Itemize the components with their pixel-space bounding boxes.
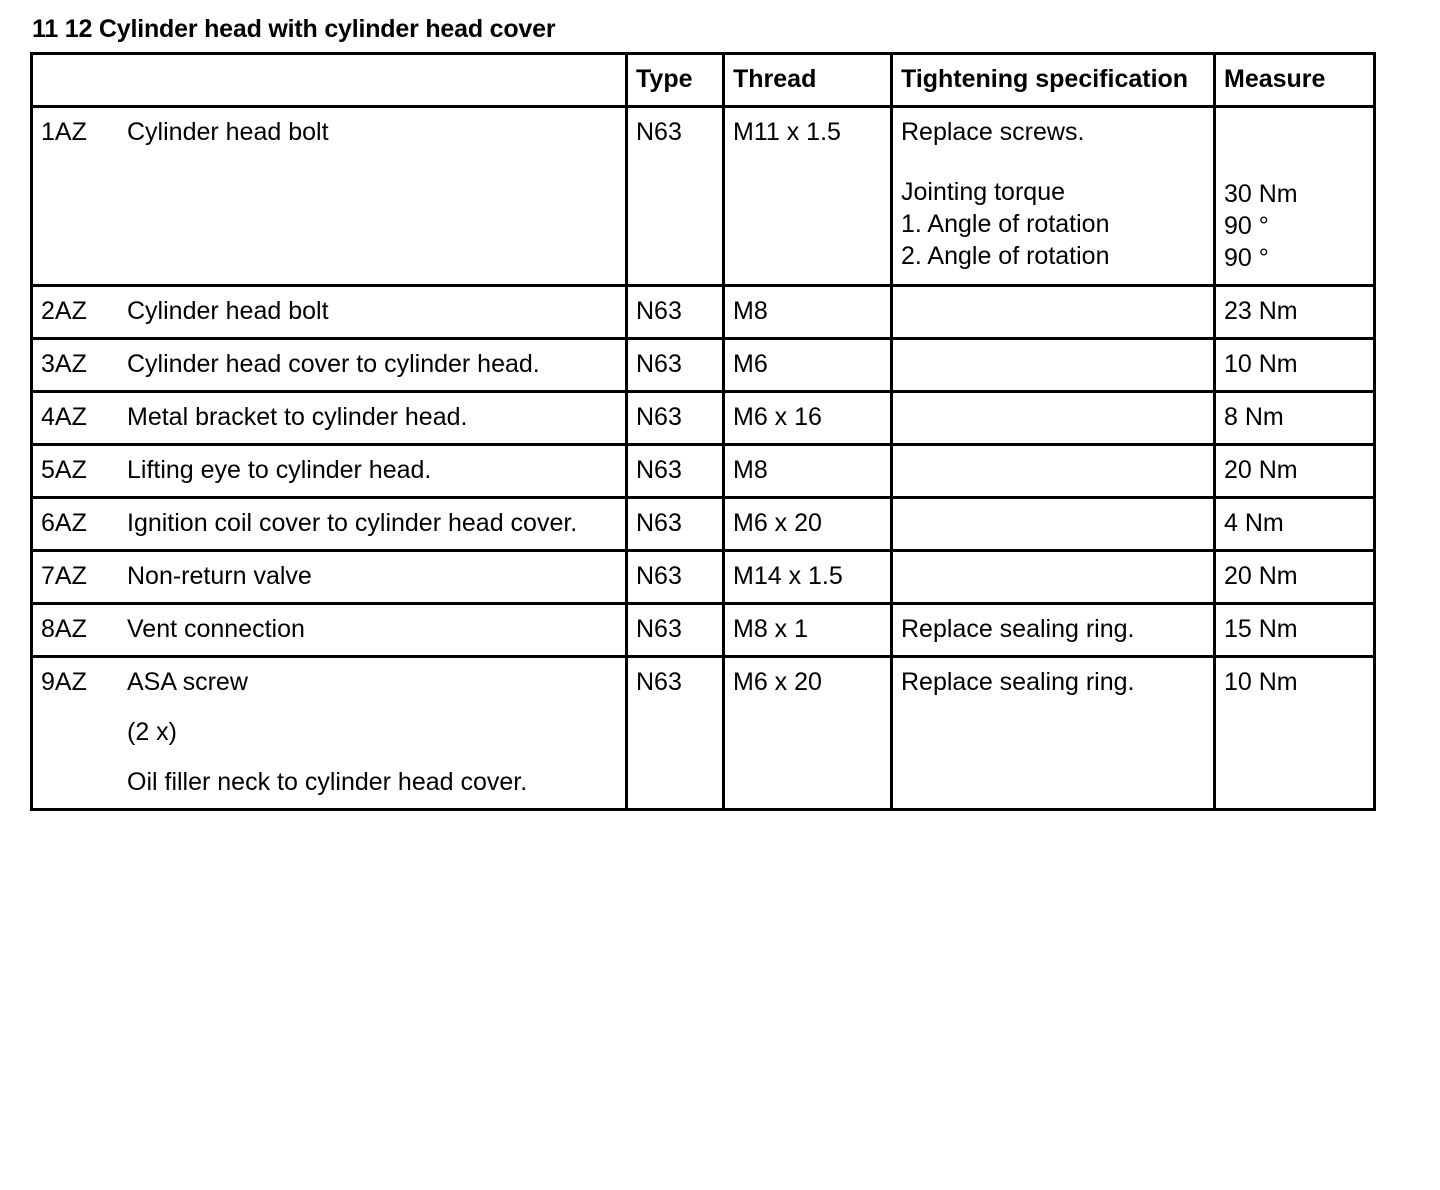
page-title: 11 12 Cylinder head with cylinder head cover (32, 15, 556, 43)
cell-thread: M8 x 1 (724, 604, 892, 657)
cell-tightening (892, 392, 1215, 445)
cell-measure: 20 Nm (1215, 551, 1375, 604)
item-quantity: (2 x) (127, 718, 177, 746)
cell-measure: 4 Nm (1215, 498, 1375, 551)
item-description: Metal bracket to cylinder head. (127, 403, 468, 431)
torque-specification-table (30, 52, 1376, 811)
table-row (32, 551, 1375, 604)
cell-type: N63 (627, 286, 724, 339)
cell-measure: 8 Nm (1215, 392, 1375, 445)
table-row (32, 286, 1375, 339)
measure-line: 90 ° (1224, 212, 1269, 240)
cell-type: N63 (627, 604, 724, 657)
cell-measure: 23 Nm (1215, 286, 1375, 339)
table-header-row (32, 54, 1375, 107)
cell-thread: M6 x 20 (724, 657, 892, 810)
table-row (32, 107, 1375, 286)
item-description: Cylinder head cover to cylinder head. (127, 350, 540, 378)
column-header-tightening: Tightening specification (892, 54, 1215, 107)
cell-tightening (892, 286, 1215, 339)
cell-item (32, 498, 627, 551)
item-description: Lifting eye to cylinder head. (127, 456, 432, 484)
item-number: 1AZ (41, 118, 87, 146)
cell-type: N63 (627, 445, 724, 498)
cell-item (32, 445, 627, 498)
cell-thread: M6 (724, 339, 892, 392)
item-number: 4AZ (41, 403, 87, 431)
item-number: 8AZ (41, 615, 87, 643)
cell-measure: 10 Nm (1215, 339, 1375, 392)
cell-type: N63 (627, 657, 724, 810)
cell-item (32, 107, 627, 286)
item-description: Vent connection (127, 615, 305, 643)
cell-type: N63 (627, 392, 724, 445)
cell-type: N63 (627, 498, 724, 551)
item-description: Cylinder head bolt (127, 118, 329, 146)
column-header-thread: Thread (724, 54, 892, 107)
item-description: ASA screw (127, 668, 248, 696)
tightening-line-spacer (901, 148, 1205, 176)
cell-tightening: Replace sealing ring. (892, 604, 1215, 657)
cell-item (32, 551, 627, 604)
cell-tightening (892, 339, 1215, 392)
table-row (32, 339, 1375, 392)
cell-measure: 20 Nm (1215, 445, 1375, 498)
tightening-line: Jointing torque (901, 178, 1066, 206)
cell-tightening: Replace sealing ring. (892, 657, 1215, 810)
column-header-measure: Measure (1215, 54, 1375, 107)
cell-tightening (892, 551, 1215, 604)
item-description-extra: Oil filler neck to cylinder head cover. (127, 768, 528, 796)
column-header-item (32, 54, 627, 107)
cell-thread: M8 (724, 445, 892, 498)
tightening-line: 2. Angle of rotation (901, 242, 1110, 270)
measure-line: 30 Nm (1224, 180, 1298, 208)
table-row (32, 498, 1375, 551)
table-row (32, 445, 1375, 498)
cell-type: N63 (627, 107, 724, 286)
cell-thread: M6 x 16 (724, 392, 892, 445)
cell-item (32, 286, 627, 339)
tightening-line: 1. Angle of rotation (901, 210, 1110, 238)
item-number: 6AZ (41, 509, 87, 537)
tightening-line: Replace screws. (901, 118, 1085, 146)
cell-thread: M6 x 20 (724, 498, 892, 551)
cell-item (32, 604, 627, 657)
item-number: 9AZ (41, 668, 87, 696)
cell-tightening (892, 498, 1215, 551)
cell-type: N63 (627, 551, 724, 604)
item-number: 5AZ (41, 456, 87, 484)
measure-line: 90 ° (1224, 244, 1269, 272)
cell-measure: 15 Nm (1215, 604, 1375, 657)
cell-item (32, 657, 627, 810)
cell-thread: M11 x 1.5 (724, 107, 892, 286)
cell-tightening (892, 445, 1215, 498)
item-description: Ignition coil cover to cylinder head cover. (127, 509, 578, 537)
cell-item (32, 339, 627, 392)
item-number: 3AZ (41, 350, 87, 378)
column-header-type: Type (627, 54, 724, 107)
table-row (32, 604, 1375, 657)
item-number: 2AZ (41, 297, 87, 325)
item-number: 7AZ (41, 562, 87, 590)
cell-thread: M14 x 1.5 (724, 551, 892, 604)
item-description: Cylinder head bolt (127, 297, 329, 325)
table-row (32, 392, 1375, 445)
cell-type: N63 (627, 339, 724, 392)
cell-tightening (892, 107, 1215, 286)
cell-measure: 10 Nm (1215, 657, 1375, 810)
cell-thread: M8 (724, 286, 892, 339)
item-description: Non-return valve (127, 562, 312, 590)
table-row (32, 657, 1375, 810)
cell-measure (1215, 107, 1375, 286)
cell-item (32, 392, 627, 445)
